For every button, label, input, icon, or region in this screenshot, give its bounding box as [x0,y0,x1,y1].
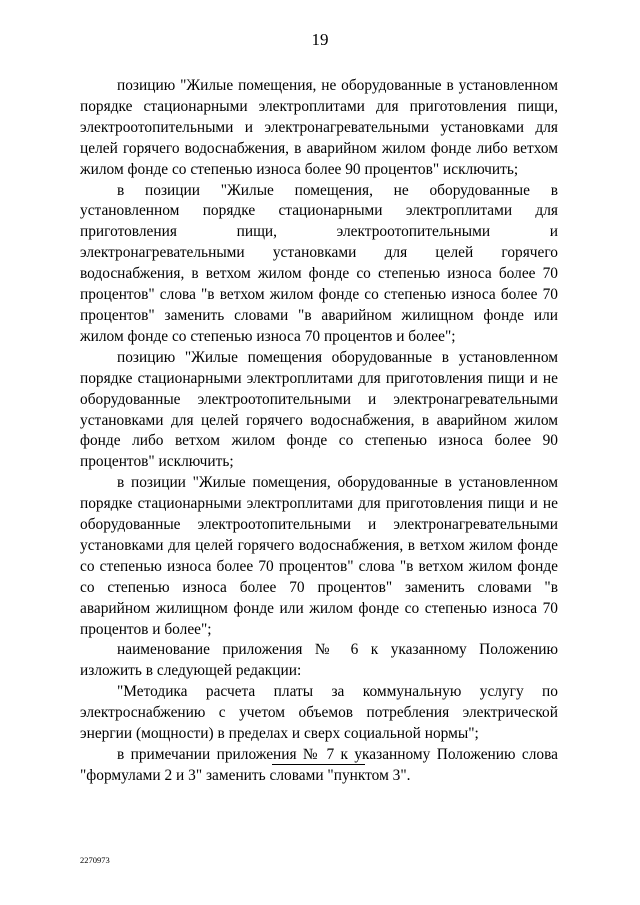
page-number: 19 [311,30,329,49]
paragraph-1: позицию "Жилые помещения, не оборудованные в установленном порядке стационарными электроплитами для приготовления пищи, электроотопительными и электронагревательными установками для целей горячего водоснабжения, в аварийном жилом фонде либо ветхом жилом фонде со степенью износа более 90 процентов" исключить; [80,77,558,178]
paragraph-4: в позиции "Жилые помещения, оборудованные в установленном порядке стационарными электроплитами для приготовления пищи и не оборудованные электроотопительными и электронагревательными установками для целей горячего водоснабжения, в ветхом жилом фонде со степенью износа более 70 процентов" слова "в ветхом жилом фонде со степенью износа более 70 процентов" заменить словами "в аварийном жилищном фонде или жилом фонде со степенью износа 70 процентов и более"; [80,474,558,638]
end-divider [272,764,365,765]
paragraph-7: в примечании приложения № 7 к указанному Положению слова "формулами 2 и 3" заменить словами "пунктом 3". [80,746,558,784]
paragraph-2: в позиции "Жилые помещения, не оборудованные в установленном порядке стационарными электроплитами для приготовления пищи, электроотопительными и электронагревательными установками для целей горячего водоснабжения, в ветхом жилом фонде со степенью износа более 70 процентов" слова "в ветхом жилом фонде со степенью износа более 70 процентов" заменить словами "в аварийном жилищном фонде или жилом фонде со степенью износа 70 процентов и более"; [80,181,558,345]
paragraph-6-quote: "Методика расчета платы за коммунальную услугу по электроснабжению с учетом объемов потребления электрической энергии (мощности) в пределах и сверх социальной нормы"; [80,683,558,743]
document-body [80,76,558,787]
paragraph-3: позицию "Жилые помещения оборудованные в установленном порядке стационарными электроплитами для приготовления пищи и не оборудованные электроотопительными и электронагревательными установками для целей горячего водоснабжения, в аварийном жилом фонде либо ветхом жилом фонде со степенью износа более 90 процентов" исключить; [80,348,558,471]
paragraph-5: наименование приложения № 6 к указанному Положению изложить в следующей редакции: [80,641,558,680]
document-code: 2270973 [80,855,110,865]
